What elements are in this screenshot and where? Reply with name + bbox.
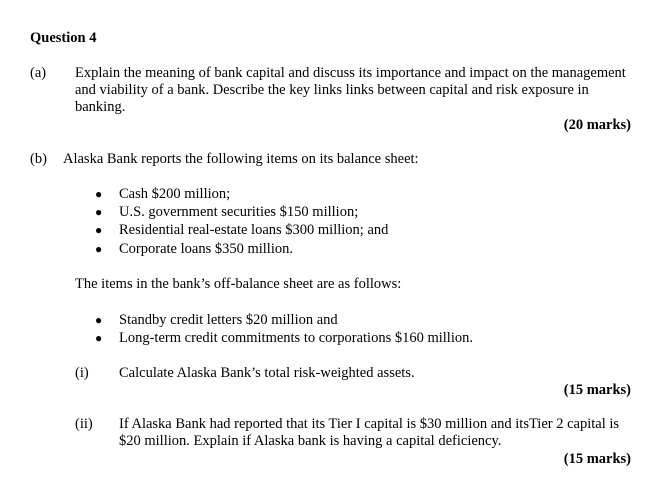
list-item: Long-term credit commitments to corporations $160 million. bbox=[119, 330, 473, 346]
part-b-label: (b) bbox=[30, 151, 47, 167]
list-item: U.S. government securities $150 million; bbox=[119, 204, 359, 220]
off-balance-intro: The items in the bank’s off-balance sheet are as follows: bbox=[75, 276, 402, 292]
part-b-intro: Alaska Bank reports the following items on its balance sheet: bbox=[63, 151, 419, 167]
part-a-marks: (20 marks) bbox=[563, 117, 631, 133]
question-title: Question 4 bbox=[30, 30, 97, 46]
list-item: Standby credit letters $20 million and bbox=[119, 312, 338, 328]
part-a-text: Explain the meaning of bank capital and discuss its importance and impact on the management and viability of a bank. Describe the key links links between capital and risk exposure in banking. bbox=[75, 65, 626, 115]
bullet-icon: ● bbox=[95, 242, 103, 256]
sub-ii-text: If Alaska Bank had reported that its Tier I capital is $30 million and itsTier 2 capital is $20 million. Explain if Alaska bank is having a capital deficiency. bbox=[119, 416, 620, 449]
bullet-icon: ● bbox=[95, 223, 103, 237]
list-item: Residential real-estate loans $300 million; and bbox=[119, 222, 389, 238]
list-item: Corporate loans $350 million. bbox=[119, 241, 293, 257]
sub-i-text: Calculate Alaska Bank’s total risk-weighted assets. bbox=[119, 365, 415, 381]
bullet-icon: ● bbox=[95, 205, 103, 219]
sub-ii-label: (ii) bbox=[75, 416, 93, 432]
sub-i-label: (i) bbox=[75, 365, 89, 381]
sub-ii-marks: (15 marks) bbox=[563, 451, 631, 467]
part-a-label: (a) bbox=[30, 65, 47, 81]
bullet-icon: ● bbox=[95, 331, 103, 345]
list-item: Cash $200 million; bbox=[119, 186, 231, 202]
bullet-icon: ● bbox=[95, 187, 103, 201]
sub-i-marks: (15 marks) bbox=[563, 382, 631, 398]
bullet-icon: ● bbox=[95, 313, 103, 327]
